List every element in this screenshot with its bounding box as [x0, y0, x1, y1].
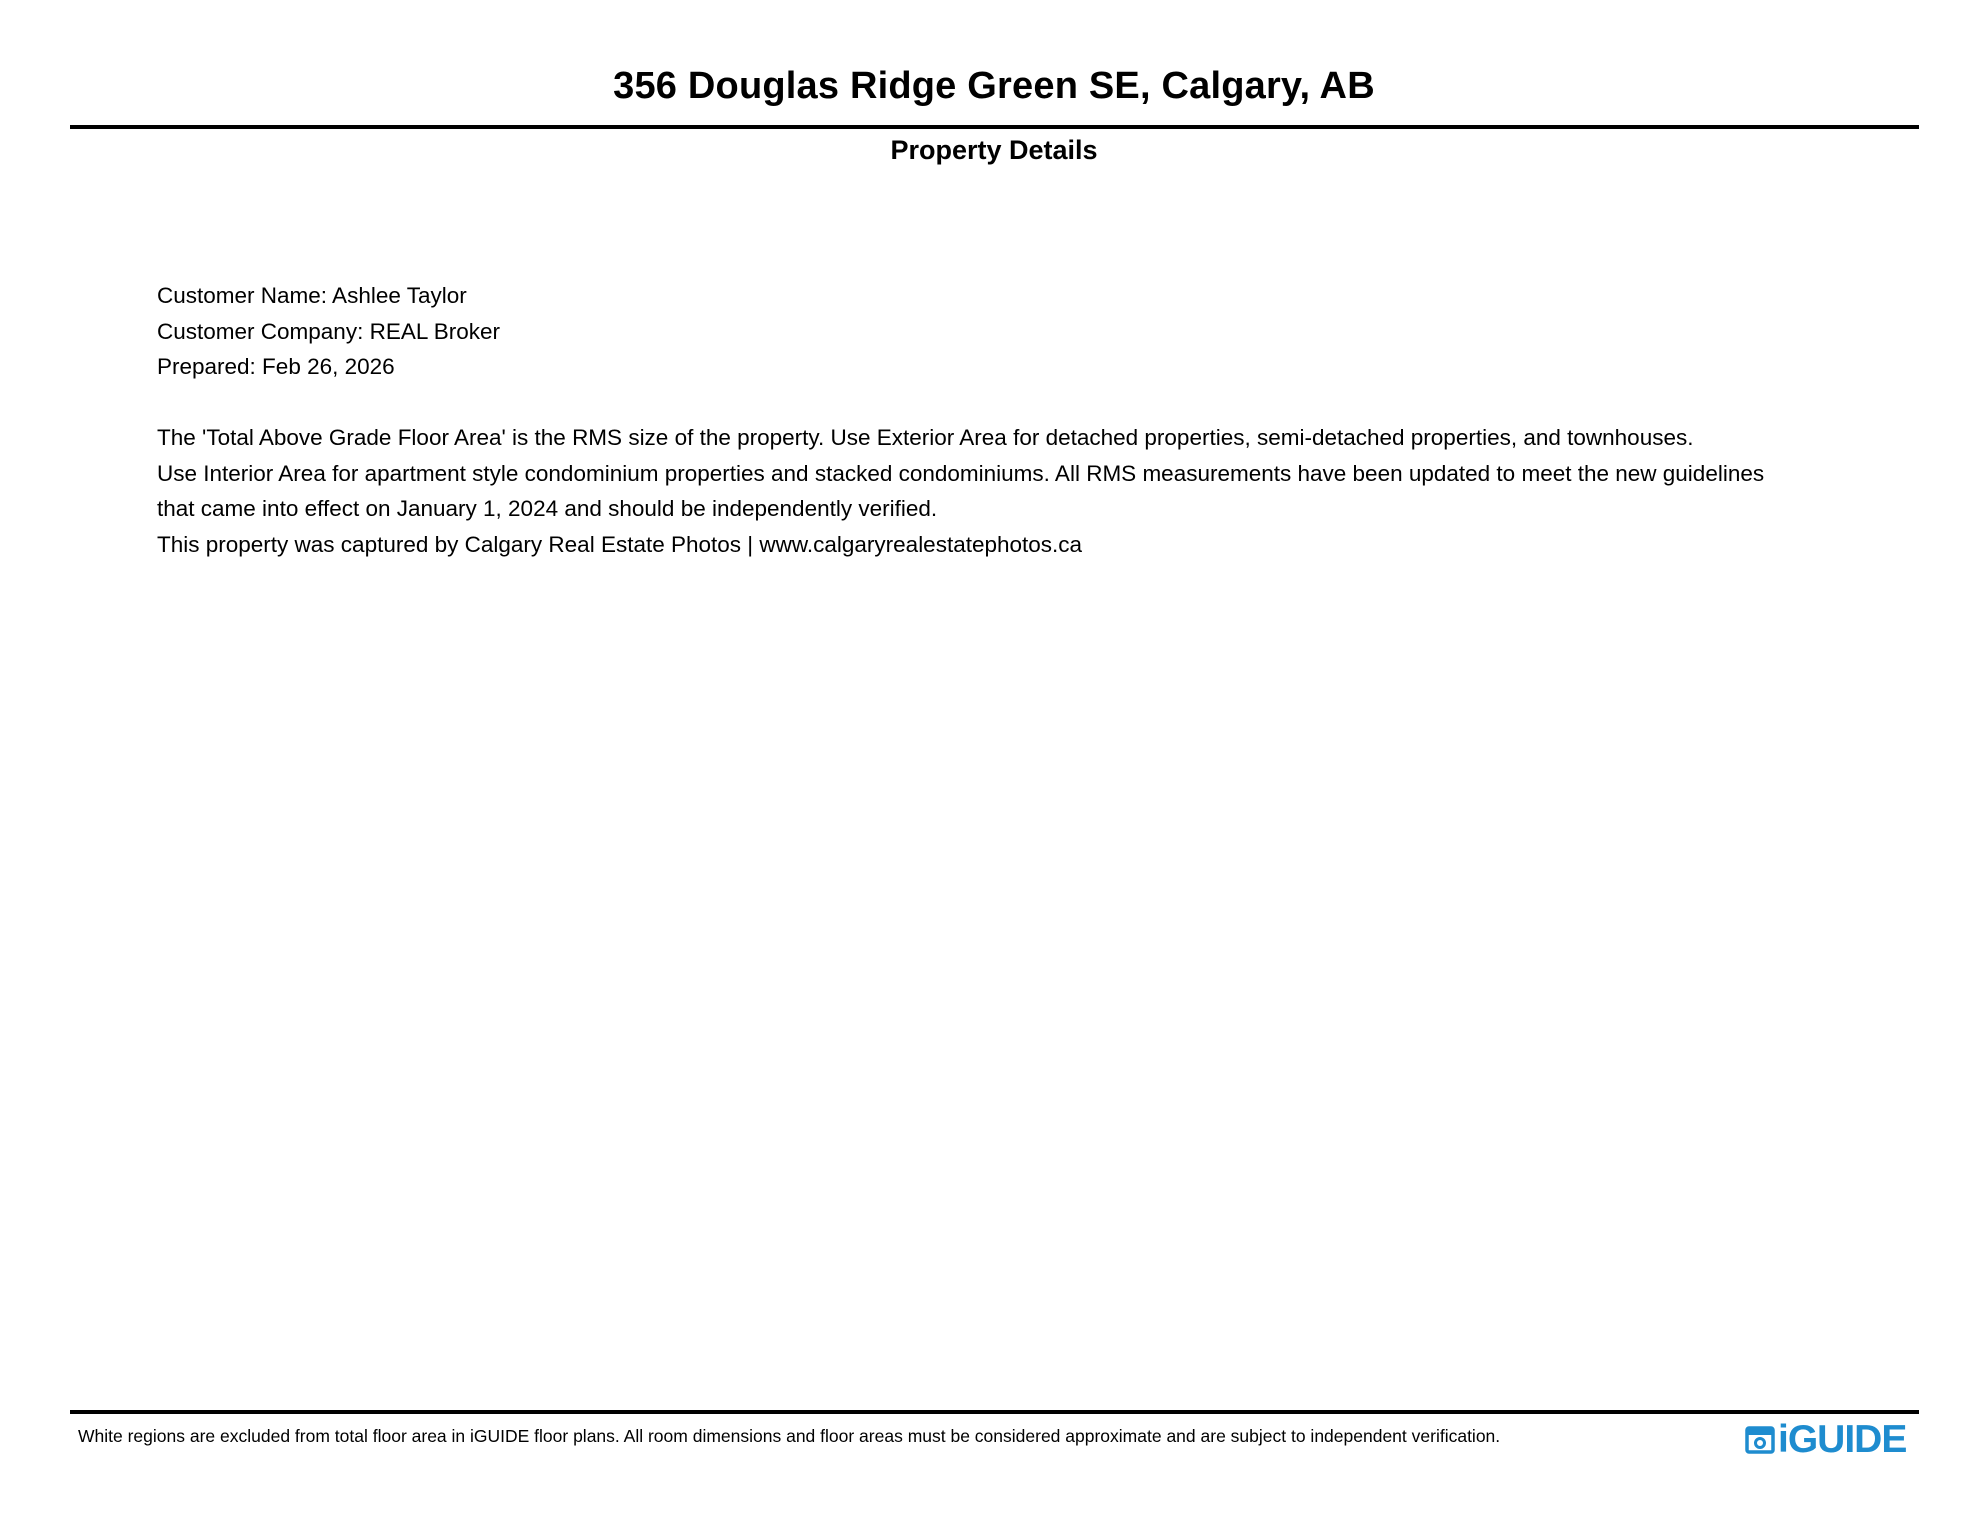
header-divider	[70, 125, 1919, 129]
rms-note-line: that came into effect on January 1, 2024 and should be independently verified.	[157, 496, 938, 521]
rms-note-line: The 'Total Above Grade Floor Area' is the RMS size of the property. Use Exterior Area for detached properties, semi-detached properties, and townhouses.	[157, 425, 1694, 450]
footer-divider	[70, 1410, 1919, 1414]
iguide-logo-text: iGUIDE	[1778, 1418, 1907, 1461]
customer-name: Customer Name: Ashlee Taylor	[157, 283, 467, 308]
capture-credit: This property was captured by Calgary Real Estate Photos | www.calgaryrealestatephotos.ca	[157, 531, 1083, 557]
iguide-logo-icon	[1745, 1425, 1775, 1455]
customer-company: Customer Company: REAL Broker	[157, 318, 501, 344]
section-subtitle: Property Details	[890, 135, 1098, 165]
rms-note-line: Use Interior Area for apartment style condominium properties and stacked condominiums. All RMS measurements have been updated to meet the new guidelines	[157, 460, 1765, 486]
iguide-logo	[1745, 1420, 1906, 1460]
page-title: 356 Douglas Ridge Green SE, Calgary, AB	[613, 65, 1375, 107]
paragraph-gap	[157, 385, 1857, 421]
property-details	[157, 278, 1857, 562]
footer-disclaimer: White regions are excluded from total floor area in iGUIDE floor plans. All room dimensions and floor areas must be considered approximate and are subject to independent verification.	[78, 1426, 1501, 1446]
prepared-date: Prepared: Feb 26, 2026	[157, 354, 395, 379]
